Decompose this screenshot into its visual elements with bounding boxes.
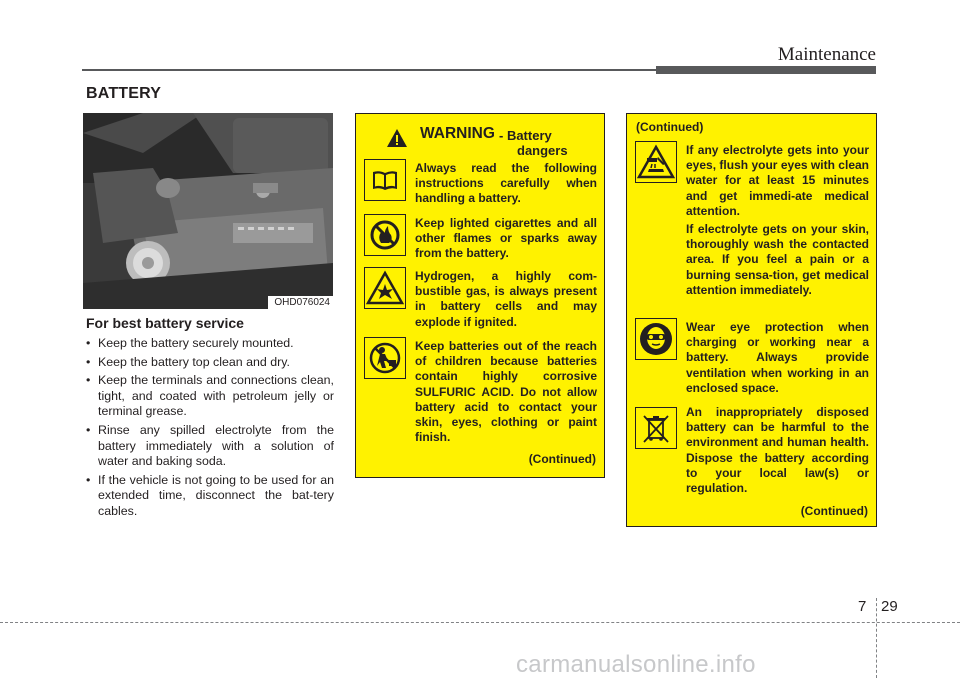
chapter-number: 7 (858, 598, 867, 615)
watermark: carmanualsonline.info (516, 651, 756, 678)
warning-subtitle: - Battery (499, 128, 552, 143)
list-item: • Keep the battery top clean and dry. (86, 355, 334, 371)
photo-code: OHD076024 (268, 296, 333, 309)
page-number: 29 (881, 598, 898, 615)
header-bar (656, 66, 876, 74)
no-trash-bin-icon (635, 407, 677, 449)
warning-text-4: Keep batteries out of the reach of children because batteries contain highly corrosive SULFURIC ACID. Do not allow battery acid to contact your skin, eyes, clothing or paint finish. (415, 339, 597, 445)
chapter-title: Maintenance (777, 44, 876, 65)
warning-subtitle-2: dangers (517, 143, 568, 158)
service-list (86, 336, 334, 523)
list-item: • Keep the battery securely mounted. (86, 336, 334, 352)
battery-photo (83, 113, 333, 309)
list-item: • Keep the terminals and connections clean, tight, and coated with petroleum jelly or terminal grease. (86, 373, 334, 420)
footer-rule (0, 622, 960, 623)
warning-word: WARNING (420, 125, 495, 142)
continued-top-label: (Continued) (636, 120, 704, 134)
continued-text-2: If electrolyte gets on your skin, thoroughly wash the contacted area. If you feel a pain or a burning sensa-tion, get medical attention immediately. (686, 222, 869, 297)
service-heading: For best battery service (86, 315, 244, 331)
footer-divider (876, 598, 877, 678)
engine-bay-illustration (83, 113, 333, 309)
manual-book-icon (364, 159, 406, 201)
warning-triangle-icon (386, 128, 408, 148)
warning-text-2: Keep lighted cigarettes and all other flames or sparks away from the battery. (415, 216, 597, 261)
list-item: • If the vehicle is not going to be used for an extended time, disconnect the bat-tery cables. (86, 473, 334, 520)
warning-text-1: Always read the following instructions carefully when handling a battery. (415, 161, 597, 206)
no-smoking-flame-icon (364, 214, 406, 256)
continued-text-1: If any electrolyte gets into your eyes, flush your eyes with clean water for at least 15 minutes and get immedi-ate medical attention. (686, 143, 869, 218)
continued-bottom-label: (Continued) (800, 504, 868, 518)
continued-label: (Continued) (528, 452, 596, 466)
warning-box (355, 113, 605, 478)
continued-warning-box (626, 113, 877, 527)
continued-text-3: Wear eye protection when charging or working near a battery. Always provide ventilation when working in an enclosed space. (686, 320, 869, 395)
eye-protection-icon (635, 318, 677, 360)
keep-away-children-icon (364, 337, 406, 379)
warning-text-3: Hydrogen, a highly com-bustible gas, is always present in battery cells and may explode if ignited. (415, 269, 597, 329)
section-title: BATTERY (86, 85, 162, 102)
continued-text-4: An inappropriately disposed battery can be harmful to the environment and human health. Dispose the battery according to your local law(s) or regulation. (686, 405, 869, 496)
explosion-hazard-icon (364, 267, 406, 309)
header-rule (82, 69, 656, 71)
list-item: • Rinse any spilled electrolyte from the battery immediately with a solution of water and baking soda. (86, 423, 334, 470)
acid-hazard-icon (635, 141, 677, 183)
